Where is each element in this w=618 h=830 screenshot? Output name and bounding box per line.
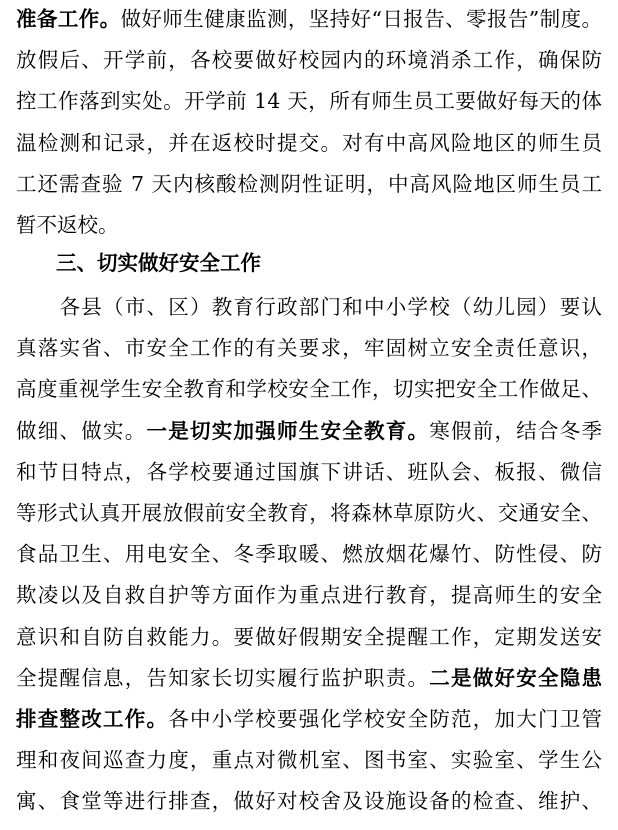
bold-text: 一是切实加强师生安全教育。 <box>146 418 430 443</box>
text-span: 欺凌以及自救自护等方面作为重点进行教育，提高师生的安全 <box>16 583 602 608</box>
section-heading: 三、切实做好安全工作 <box>56 251 261 275</box>
text-line <box>16 165 602 203</box>
text-line <box>16 618 602 656</box>
text-line <box>16 494 602 532</box>
text-line <box>16 659 602 697</box>
text-line <box>16 124 602 162</box>
text-line <box>16 453 602 491</box>
text-span: 高度重视学生安全教育和学校安全工作，切实把安全工作做足、 <box>16 377 602 402</box>
bold-text: 二是做好安全隐患 <box>429 665 602 690</box>
text-line <box>16 0 602 38</box>
text-span: 寓、食堂等进行排查，做好对校舍及设施设备的检查、维护、 <box>16 789 602 814</box>
text-line <box>16 700 602 738</box>
text-line <box>16 741 602 779</box>
text-line <box>16 288 602 326</box>
text-span: 控工作落到实处。开学前 14 天，所有师生员工要做好每天的体 <box>16 89 602 114</box>
text-span: 全提醒信息，告知家长切实履行监护职责。 <box>16 665 430 690</box>
text-line <box>16 206 602 244</box>
text-span: 食品卫生、用电安全、冬季取暖、燃放烟花爆竹、防性侵、防 <box>16 542 602 567</box>
text-span: 做好师生健康监测，坚持好“日报告、零报告”制度。 <box>120 7 602 31</box>
bold-text: 排查整改工作。 <box>16 707 169 731</box>
text-line <box>16 41 602 79</box>
text-span: 放假后、开学前，各校要做好校园内的环境消杀工作，确保防 <box>16 48 602 73</box>
text-span: 真落实省、市安全工作的有关要求，牢固树立安全责任意识， <box>16 336 602 361</box>
text-line <box>16 535 602 573</box>
text-line <box>16 576 602 614</box>
text-span: 温检测和记录，并在返校时提交。对有中高风险地区的师生员 <box>16 130 602 155</box>
text-span: 寒假前，结合冬季 <box>429 418 602 443</box>
text-span: 等形式认真开展放假前安全教育，将森林草原防火、交通安全、 <box>16 501 602 525</box>
text-span: 理和夜间巡查力度，重点对微机室、图书室、实验室、学生公 <box>16 748 602 773</box>
bold-text: 准备工作。 <box>16 7 121 31</box>
text-span: 工还需查验 7 天内核酸检测阴性证明，中高风险地区师生员工 <box>16 171 602 196</box>
text-span: 各县（市、区）教育行政部门和中小学校（幼儿园）要认 <box>16 295 602 319</box>
text-span: 和节日特点，各学校要通过国旗下讲话、班队会、板报、微信 <box>16 459 602 484</box>
text-line <box>16 329 602 367</box>
text-span: 各中小学校要强化学校安全防范，加大门卫管 <box>168 707 602 731</box>
text-line <box>16 82 602 120</box>
text-line <box>16 782 602 820</box>
text-line <box>16 412 602 450</box>
text-span: 暂不返校。 <box>16 213 119 237</box>
text-span: 意识和自防自救能力。要做好假期安全提醒工作，定期发送安 <box>16 624 602 649</box>
text-line <box>16 370 602 408</box>
text-span: 做细、做实。 <box>16 418 147 443</box>
